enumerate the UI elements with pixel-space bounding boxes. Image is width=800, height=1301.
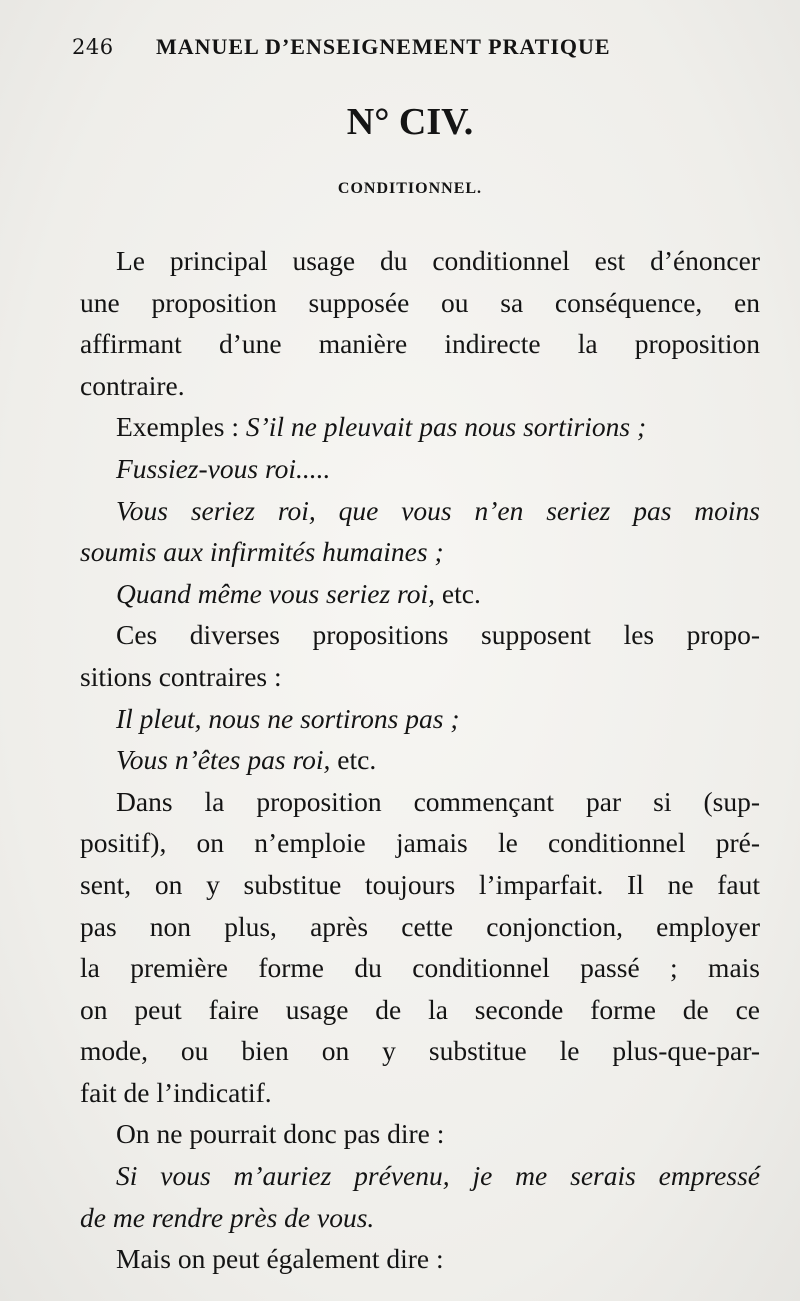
- text-line: [80, 864, 760, 906]
- line-text: mode, ou bien on y substitue le plus-que-par-: [80, 1035, 760, 1067]
- body-text: [80, 240, 760, 1280]
- line-text: de me rendre près de vous.: [80, 1201, 375, 1233]
- line-text: Le principal usage du conditionnel est d’énoncer: [116, 245, 760, 276]
- text-line: [80, 282, 760, 324]
- line-text: fait de l’indicatif.: [80, 1076, 272, 1108]
- line-text: on peut faire usage de la seconde forme de ce: [80, 993, 760, 1025]
- text-line: [80, 1238, 760, 1280]
- line-text: Dans la proposition commençant par si (sup-: [116, 785, 760, 817]
- text-line: [80, 365, 760, 407]
- line-text: Si vous m’auriez prévenu, je me serais empressé: [116, 1160, 760, 1192]
- text-line: [80, 1155, 760, 1197]
- line-text: Vous n’êtes pas roi,: [116, 744, 331, 776]
- text-line: [80, 1197, 760, 1239]
- section-number: N° CIV.: [346, 101, 474, 143]
- text-line: [80, 656, 760, 698]
- line-text: positif), on n’emploie jamais le conditionnel pré-: [80, 827, 760, 859]
- text-line: [80, 490, 760, 532]
- line-text: S’il ne pleuvait pas nous sortirions ;: [245, 411, 647, 443]
- line-text: Ces diverses propositions supposent les propo-: [116, 619, 760, 651]
- text-line: [80, 531, 760, 573]
- line-text: une proposition supposée ou sa conséquence, en: [80, 286, 760, 318]
- line-prefix: Exemples :: [116, 411, 246, 443]
- page-header: [72, 34, 672, 60]
- text-line: [80, 781, 760, 823]
- line-text: affirmant d’une manière indirecte la proposition: [80, 328, 760, 360]
- line-text: sitions contraires :: [80, 660, 282, 692]
- text-line: [80, 323, 760, 365]
- text-line: [80, 906, 760, 948]
- line-text: soumis aux infirmités humaines ;: [80, 536, 444, 568]
- line-suffix: etc.: [330, 744, 377, 776]
- text-line: [80, 822, 760, 864]
- line-text: la première forme du conditionnel passé ; mais: [80, 952, 760, 984]
- line-suffix: etc.: [435, 577, 481, 609]
- text-line: [80, 947, 760, 989]
- line-text: pas non plus, après cette conjonction, employer: [80, 910, 760, 942]
- text-line: [80, 406, 760, 448]
- section-title: CONDITIONNEL.: [337, 180, 483, 197]
- line-text: sent, on y substitue toujours l’imparfait. Il ne faut: [80, 868, 760, 900]
- text-line: [80, 240, 760, 282]
- text-line: [80, 1030, 760, 1072]
- text-line: [80, 698, 760, 740]
- line-text: Fussiez-vous roi.....: [116, 452, 331, 484]
- text-line: [80, 573, 760, 615]
- line-text: Mais on peut également dire :: [116, 1243, 444, 1275]
- text-line: [80, 448, 760, 490]
- page-number: 246: [72, 35, 114, 59]
- line-text: Quand même vous seriez roi,: [116, 577, 436, 609]
- line-text: On ne pourrait donc pas dire :: [116, 1118, 445, 1150]
- text-line: [80, 739, 760, 781]
- text-line: [80, 989, 760, 1031]
- running-title: MANUEL D’ENSEIGNEMENT PRATIQUE: [156, 34, 611, 59]
- line-text: contraire.: [80, 369, 185, 401]
- line-text: Vous seriez roi, que vous n’en seriez pas moins: [116, 494, 760, 526]
- text-line: [80, 1113, 760, 1155]
- text-line: [80, 614, 760, 656]
- text-line: [80, 1072, 760, 1114]
- line-text: Il pleut, nous ne sortirons pas ;: [116, 702, 460, 734]
